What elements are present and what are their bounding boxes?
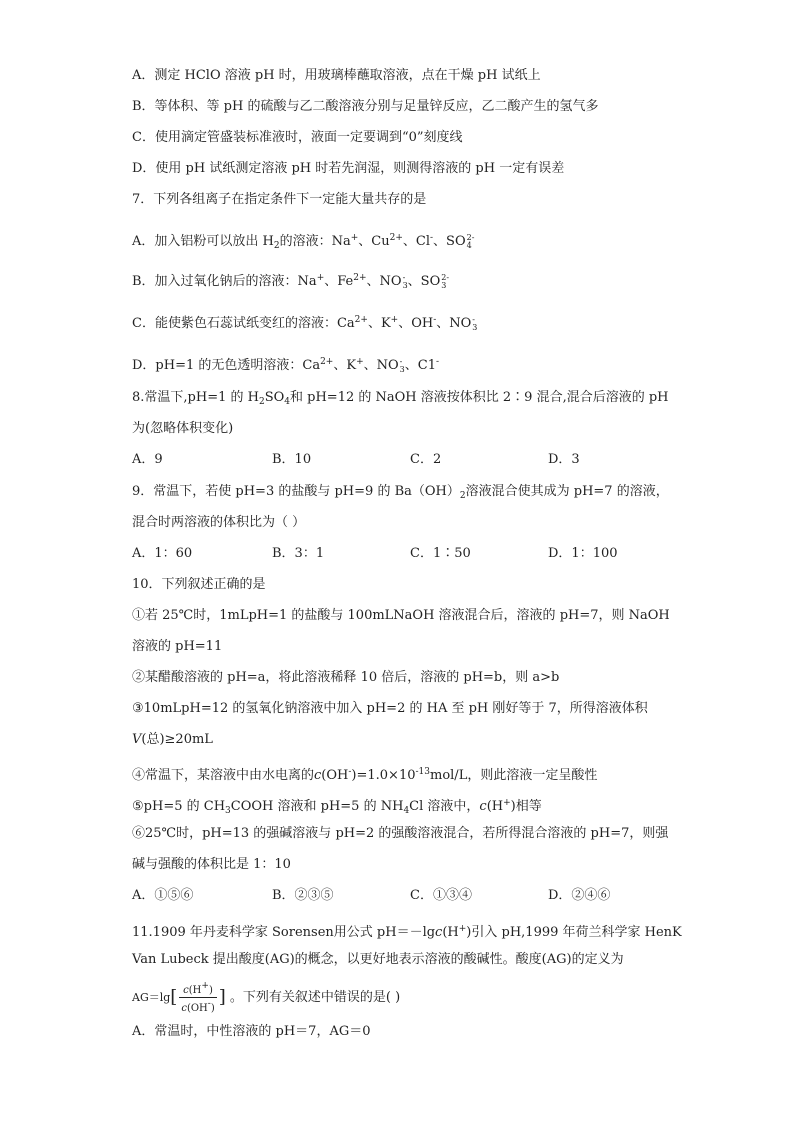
q6-option-c <box>132 128 463 148</box>
q10-statement-4-part3: )=1.0×10 <box>351 768 416 783</box>
q11-ag-formula-suffix: 。下列有关叙述中错误的是( ) <box>229 990 401 1005</box>
q8-stem-line2-text: 为(忽略体积变化) <box>132 421 234 436</box>
q10-stem <box>132 575 266 595</box>
q10-statement-4-part1: ④常温下，某溶液中由水电离的 <box>132 768 315 783</box>
q10-option-b: B．②③⑤ <box>272 888 334 903</box>
q9-stem-line2 <box>132 513 305 533</box>
q9-option-c: C．1∶50 <box>410 546 471 561</box>
q10-statement-3a-text: ③10mLpH=12 的氢氧化钠溶液中加入 pH=2 的 HA 至 pH 刚好等于 7，所得溶液体积 <box>132 701 648 716</box>
q9-option-a: A．1：60 <box>132 546 193 561</box>
q9-stem-part1: 9．常温下，若使 pH=3 的盐酸与 pH=9 的 Ba（OH） <box>132 484 460 499</box>
q10-stem-text: 10．下列叙述正确的是 <box>132 577 266 592</box>
q7-option-c-prefix: C．能使紫色石蕊试纸变红的溶液：Ca <box>132 316 355 331</box>
q8-stem-part3: 和 pH=12 的 NaOH 溶液按体积比 2∶9 混合,混合后溶液的 pH <box>290 390 669 405</box>
q10-statement-3b-text: (总)≥20mL <box>141 732 213 747</box>
q8-stem-part2: SO <box>264 390 285 405</box>
q11-ag-formula-prefix: AG＝lg <box>132 991 171 1004</box>
q10-statement-1b-text: 溶液的 pH=11 <box>132 639 223 654</box>
q8-option-b: B．10 <box>272 452 312 467</box>
q7-stem <box>132 190 426 210</box>
q9-option-b: B．3：1 <box>272 546 325 561</box>
q10-statement-1a-text: ①若 25℃时，1mLpH=1 的盐酸与 100mLNaOH 溶液混合后，溶液的 pH=7，则 NaOH <box>132 608 670 623</box>
q10-statement-5-part1: ⑤pH=5 的 CH <box>132 799 226 814</box>
q8-stem-line2 <box>132 419 233 439</box>
q10-statement-4-part4: mol/L，则此溶液一定呈酸性 <box>430 768 598 783</box>
q8-stem-line1: 8.常温下,pH=1 的 $H_2SO_4$和 pH=12 的 NaOH 溶液按体积比 2∶9 混合,混合后溶液的 pH <box>132 390 669 407</box>
q10-statement-6a <box>132 824 668 844</box>
q10-statement-3a <box>132 699 648 719</box>
q6-option-d-text: D．使用 pH 试纸测定溶液 pH 时若先润湿，则测得溶液的 pH 一定有误差 <box>132 161 565 176</box>
q11-stem-line1: 11.1909 年丹麦科学家 Sorensen用公式 pH＝－lgc(H+)引入 pH,1999 年荷兰科学家 HenK <box>132 924 682 940</box>
q11-stem-part3: )引入 pH,1999 年荷兰科学家 HenK <box>466 925 682 940</box>
q10-statement-2-text: ②某醋酸溶液的 pH=a，将此溶液稀释 10 倍后，溶液的 pH=b，则 a>b <box>132 670 560 685</box>
q10-statement-2 <box>132 668 559 688</box>
q7-option-a-prefix: A．加入铝粉可以放出 H <box>132 234 274 249</box>
q10-statement-4: ④常温下，某溶液中由水电离的$c(OH^-)=1.0\times 10^{-13}mol/L$，则此溶液一定呈酸性 <box>132 767 598 783</box>
q10-statement-6b <box>132 855 291 875</box>
q9-stem-part2: 溶液混合使其成为 pH=7 的溶液， <box>465 484 669 499</box>
q7-option-b: B．加入过氧化钠后的溶液：Na+、$Fe^{2+}$、NO - 3 、SO 2- 3 <box>132 272 450 290</box>
q10-statement-5-part5: )相等 <box>510 799 542 814</box>
q11-ag-formula: AG＝lg[ $\frac{c(H^+)}{c(OH^-)}$ ] 。下列有关叙述中错误的是( ) <box>132 981 401 1014</box>
q10-statement-5-part3: Cl 溶液中， <box>409 799 480 814</box>
q11-option-a-text: A．常温时，中性溶液的 pH＝7，AG＝0 <box>132 1024 371 1039</box>
q10-option-d: D．②④⑥ <box>548 888 611 903</box>
q7-option-d-prefix: D．pH=1 的无色透明溶液：Ca <box>132 358 321 373</box>
q6-option-d <box>132 159 564 179</box>
q10-statement-5-part2: COOH 溶液和 pH=5 的 NH <box>230 799 404 814</box>
q10-statement-5: ⑤pH=5 的 $CH_3COOH$ 溶液和 pH=5 的 $NH_4Cl$ 溶液中，c(H+)相等 <box>132 798 542 816</box>
q9-option-d: D．1：100 <box>548 546 618 561</box>
q6-option-a <box>132 66 541 86</box>
q7-option-b-prefix: B．加入过氧化钠后的溶液：Na <box>132 274 317 289</box>
q10-option-c: C．①③④ <box>410 888 472 903</box>
q7-option-a-sub: 2 <box>273 241 280 251</box>
q6-option-a-text: A．测定 HClO 溶液 pH 时，用玻璃棒蘸取溶液，点在干燥 pH 试纸上 <box>132 68 541 83</box>
q10-option-a: A．①⑤⑥ <box>132 888 194 903</box>
q7-stem-text: 7．下列各组离子在指定条件下一定能大量共存的是 <box>132 192 427 207</box>
q10-statement-1b <box>132 637 222 657</box>
q11-ag-fraction: $\frac{c(H^+)}{c(OH^-)}$ <box>181 981 215 1014</box>
q6-option-b-text: B．等体积、等 pH 的硫酸与乙二酸溶液分别与足量锌反应，乙二酸产生的氢气多 <box>132 99 599 114</box>
q9-stem-line1: 9．常温下，若使 pH=3 的盐酸与 pH=9 的 $Ba(OH)_2$溶液混合使其成为 pH=7 的溶液， <box>132 484 669 501</box>
q11-stem-part1: 11.1909 年丹麦科学家 Sorensen用公式 pH＝－lg <box>132 925 436 940</box>
q10-statement-6b-text: 碱与强酸的体积比是 1：10 <box>132 857 291 872</box>
q11-stem-part2: (H <box>442 925 459 940</box>
q7-option-a-mid: 的溶液：Na <box>279 234 351 249</box>
q10-statement-6a-text: ⑥25℃时，pH=13 的强碱溶液与 pH=2 的强酸溶液混合，若所得混合溶液的 pH=7，则强 <box>132 826 669 841</box>
q8-option-a: A．9 <box>132 452 163 467</box>
q10-statement-1a <box>132 606 670 626</box>
q6-option-c-text: C．使用滴定管盛装标准液时，液面一定要调到“0”刻度线 <box>132 130 463 145</box>
q10-statement-4-part2: (OH <box>321 768 349 783</box>
q9-stem-line2-text: 混合时两溶液的体积比为（ ） <box>132 515 306 530</box>
q11-stem-line2-text: Van Lubeck 提出酸度(AG)的概念，以更好地表示溶液的酸碱性。酸度(AG)的定义为 <box>132 952 624 967</box>
q10-statement-5-part4: (H <box>486 799 504 814</box>
q8-stem-part1: 8.常温下,pH=1 的 H <box>132 390 259 405</box>
q7-option-d: D．pH=1 的无色透明溶液：$Ca^{2+}$、K+、NO - 3 、C1- <box>132 356 440 374</box>
q7-option-c: C．能使紫色石蕊试纸变红的溶液：$Ca^{2+}$、K+、OH-、NO - 3 <box>132 314 478 332</box>
q8-option-c: C．2 <box>410 452 442 467</box>
q10-statement-3b: V(总)≥20mL <box>132 732 213 747</box>
q7-option-a: A．加入铝粉可以放出 $H_2$的溶液：Na+、$Cu^{2+}$、Cl-、SO 2- 4 <box>132 232 475 251</box>
q8-option-d: D．3 <box>548 452 580 467</box>
q6-option-b <box>132 97 598 117</box>
q11-option-a <box>132 1022 371 1042</box>
q11-stem-line2 <box>132 950 624 970</box>
